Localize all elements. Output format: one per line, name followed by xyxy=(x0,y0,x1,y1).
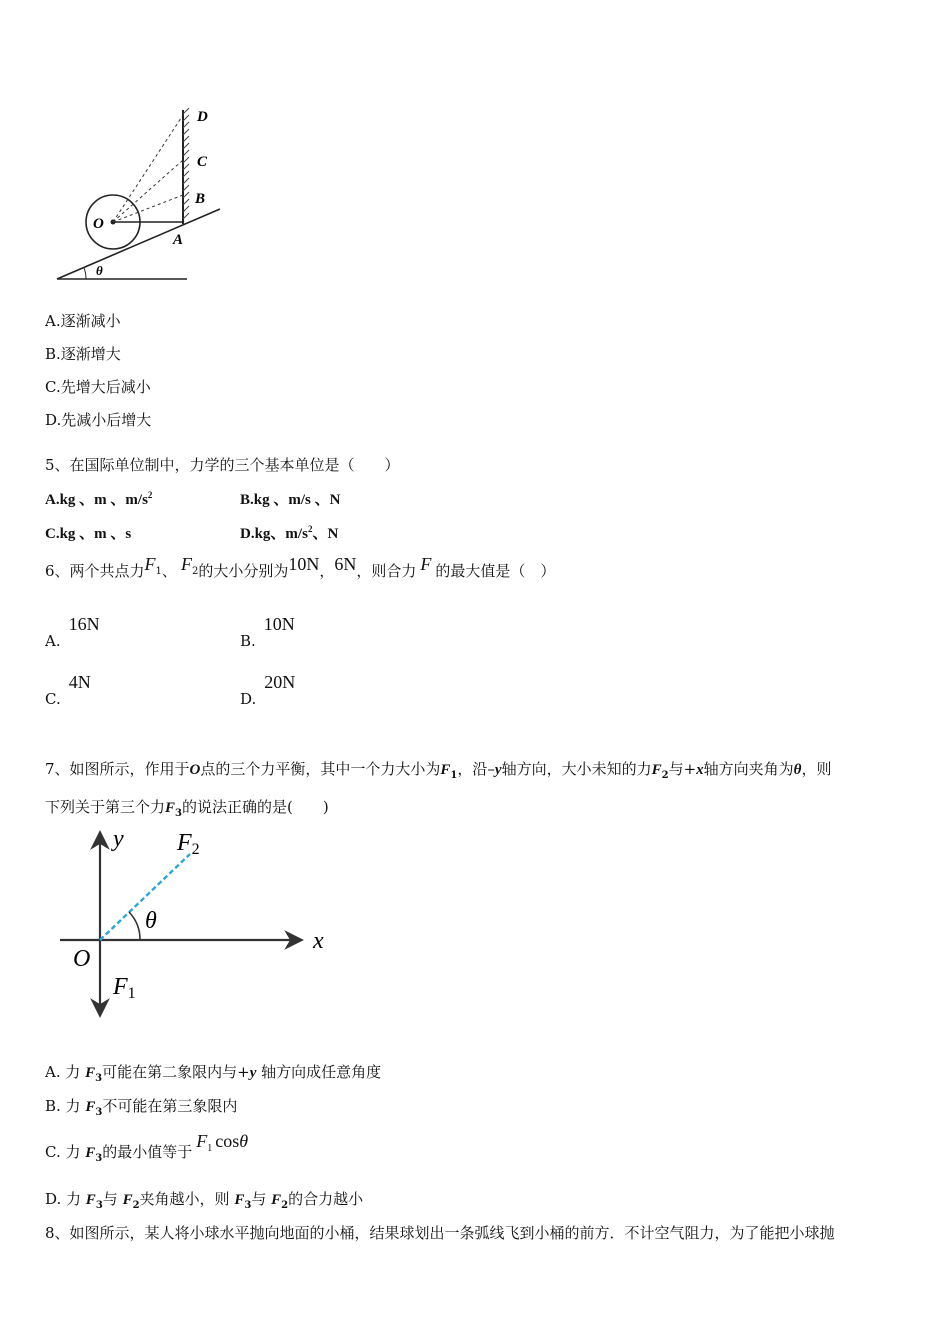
q5-option-c-text: C.kg 、m 、s xyxy=(45,526,132,542)
q7-l2-p3: 的说法正确的是( ) xyxy=(182,798,329,816)
label-b: B xyxy=(195,191,206,207)
q5-option-c[interactable] xyxy=(45,522,131,543)
q7-l1-f2-sub: 2 xyxy=(661,770,669,781)
q7-l1-p14: ，则 xyxy=(801,760,832,778)
q6-f1-sub: 1 xyxy=(155,566,162,577)
q6-f2: F xyxy=(180,554,192,574)
q5-option-d-sup: 2 xyxy=(307,524,313,534)
q7-a-f: F xyxy=(85,1065,96,1081)
q4-option-b[interactable] xyxy=(45,343,121,364)
q7-figure xyxy=(55,822,345,1022)
q4-option-a-letter: A. xyxy=(45,312,61,330)
q7-d-f3-sub: 3 xyxy=(95,1200,103,1211)
q6-option-b[interactable] xyxy=(240,614,295,650)
q5-stem: 5、在国际单位制中，力学的三个基本单位是（ ） xyxy=(45,456,400,474)
q6-mid2: ，则合力 xyxy=(356,562,417,580)
q7-l1-p7: 轴方向，大小未知的力 xyxy=(501,760,652,778)
q5-option-b[interactable] xyxy=(240,488,340,509)
q6-option-d-value: 20N xyxy=(264,672,296,692)
q5-option-b-text: B.kg 、m/s 、N xyxy=(240,492,341,508)
q5-option-a-sup: 2 xyxy=(147,490,153,500)
q7-l1-p10: 与+ xyxy=(668,760,697,778)
q7-d-f3b-sub: 3 xyxy=(244,1200,252,1211)
q7-c-post: 的最小值等于 xyxy=(102,1143,193,1161)
q7-d-f2: F xyxy=(122,1192,133,1208)
axis-label-y: y xyxy=(113,826,124,852)
q6-sep: 、 xyxy=(161,562,177,580)
q7-d-f2b: F xyxy=(271,1192,282,1208)
q7-l1-p0: 7、如图所示，作用于 xyxy=(45,760,190,778)
label-o: O xyxy=(93,216,104,232)
q4-option-b-letter: B. xyxy=(45,345,61,363)
q7-d-pre: D. 力 xyxy=(45,1190,86,1208)
theta-arc-q7 xyxy=(129,912,140,940)
q6-comma1: ， xyxy=(319,562,335,580)
f2-label: F2 xyxy=(177,830,200,858)
label-theta: θ xyxy=(96,263,103,278)
q7-l1-f1: F xyxy=(440,762,451,778)
q6-option-d[interactable] xyxy=(240,672,296,708)
q7-c-math-sub: 1 xyxy=(207,1143,213,1154)
q7-c-sub: 3 xyxy=(95,1153,103,1164)
f1-label: F1 xyxy=(113,974,136,1002)
q7-stem-line2 xyxy=(45,796,329,819)
q7-l2-f3: F xyxy=(165,800,176,816)
q8-stem: 8、如图所示，某人将小球水平抛向地面的小桶，结果球划出一条弧线飞到小桶的前方．不计空气阻力，为了能把小球抛 xyxy=(45,1224,835,1242)
label-a: A xyxy=(173,232,184,248)
q4-figure xyxy=(40,100,240,290)
q7-b-pre: B. 力 xyxy=(45,1097,86,1115)
q6-option-b-value: 10N xyxy=(263,614,295,634)
q6-v2: 6N xyxy=(334,554,357,574)
q6-prefix: 6、两个共点力 xyxy=(45,562,145,580)
q7-l1-p12: 轴方向夹角为 xyxy=(703,760,794,778)
q6-option-c[interactable] xyxy=(45,672,91,708)
q4-option-d-letter: D. xyxy=(45,411,62,429)
theta-arc xyxy=(84,268,86,279)
q4-option-b-text: 逐渐增大 xyxy=(60,345,121,363)
q6-option-b-letter: B. xyxy=(240,632,256,650)
q7-a-y: y xyxy=(249,1065,257,1081)
q7-l1-f1-sub: 1 xyxy=(450,770,458,781)
origin-label: O xyxy=(73,946,91,972)
q7-b-sub: 3 xyxy=(95,1107,103,1118)
q6-suffix: 的最大值是（ ） xyxy=(435,562,556,580)
q7-d-f3b: F xyxy=(234,1192,245,1208)
label-d: D xyxy=(197,109,208,125)
q5-option-d-post: 、N xyxy=(312,526,339,542)
q7-a-sub: 3 xyxy=(95,1073,103,1084)
q7-l1-o: O xyxy=(189,762,201,778)
q7-c-math-cos: cos xyxy=(215,1131,240,1151)
q6-option-c-letter: C. xyxy=(45,690,61,708)
q7-l1-f2: F xyxy=(651,762,662,778)
q7-l1-theta: θ xyxy=(793,762,802,778)
q6-option-a-value: 16N xyxy=(68,614,100,634)
q5-option-d[interactable] xyxy=(240,522,338,543)
q6-option-c-value: 4N xyxy=(68,672,91,692)
q6-option-d-letter: D. xyxy=(240,690,257,708)
q7-d-and2: 与 xyxy=(251,1190,272,1208)
axis-label-x: x xyxy=(313,928,324,954)
q7-d-mid: 夹角越小，则 xyxy=(139,1190,235,1208)
q7-d-f2-sub: 2 xyxy=(132,1200,140,1211)
theta-label-q7: θ xyxy=(145,908,157,934)
q5-option-d-pre: D.kg、m/s xyxy=(240,526,308,542)
q5-option-a[interactable] xyxy=(45,488,152,509)
q7-option-c[interactable] xyxy=(45,1131,249,1164)
q7-option-b[interactable] xyxy=(45,1095,237,1118)
q7-a-post2: 轴方向成任意角度 xyxy=(256,1063,382,1081)
q7-l2-f3-sub: 3 xyxy=(175,808,182,819)
dashed-od xyxy=(113,115,183,222)
dashed-oc xyxy=(113,160,183,222)
q7-l2-p0: 下列关于第三个力 xyxy=(45,798,166,816)
q7-d-post: 的合力越小 xyxy=(288,1190,364,1208)
q4-option-c-letter: C. xyxy=(45,378,61,396)
q5-option-a-text: A.kg 、m 、m/s xyxy=(45,492,148,508)
q7-c-f: F xyxy=(85,1145,96,1161)
q7-c-math-theta: θ xyxy=(239,1131,249,1151)
q7-d-f3: F xyxy=(85,1192,96,1208)
dashed-ob xyxy=(113,195,183,222)
q7-c-pre: C. 力 xyxy=(45,1143,86,1161)
q6-f: F xyxy=(420,554,432,574)
q4-option-a-text: 逐渐减小 xyxy=(60,312,121,330)
q7-option-d[interactable] xyxy=(45,1188,363,1211)
q4-option-c[interactable] xyxy=(45,376,151,397)
q6-f2-sub: 2 xyxy=(191,566,199,577)
q7-l1-x: x xyxy=(696,762,704,778)
q7-stem-line1 xyxy=(45,758,831,781)
q7-b-f: F xyxy=(85,1099,96,1115)
q6-f1: F xyxy=(144,554,156,574)
q4-option-d[interactable] xyxy=(45,409,151,430)
q7-a-post1: 可能在第二象限内与+ xyxy=(102,1063,250,1081)
q7-c-math-f: F xyxy=(196,1131,208,1151)
q7-c-formula xyxy=(196,1131,249,1154)
q6-stem xyxy=(45,554,556,583)
q6-option-a[interactable] xyxy=(45,614,100,650)
incline-line xyxy=(57,209,220,279)
label-c: C xyxy=(197,154,208,170)
q7-a-pre: A. 力 xyxy=(45,1063,86,1081)
q4-option-a[interactable] xyxy=(45,310,121,331)
q4-option-d-text: 先减小后增大 xyxy=(61,411,152,429)
q6-mid: 的大小分别为 xyxy=(198,562,289,580)
q7-l1-p5: ，沿– xyxy=(457,760,495,778)
q6-v1: 10N xyxy=(288,554,320,574)
q7-b-post: 不可能在第三象限内 xyxy=(102,1097,238,1115)
q4-option-c-text: 先增大后减小 xyxy=(60,378,151,396)
q6-option-a-letter: A. xyxy=(45,632,61,650)
q7-option-a[interactable] xyxy=(45,1061,381,1084)
q7-l1-y: y xyxy=(494,762,502,778)
q7-d-and1: 与 xyxy=(102,1190,123,1208)
q7-d-f2b-sub: 2 xyxy=(281,1200,289,1211)
q7-l1-p2: 点的三个力平衡，其中一个力大小为 xyxy=(200,760,441,778)
